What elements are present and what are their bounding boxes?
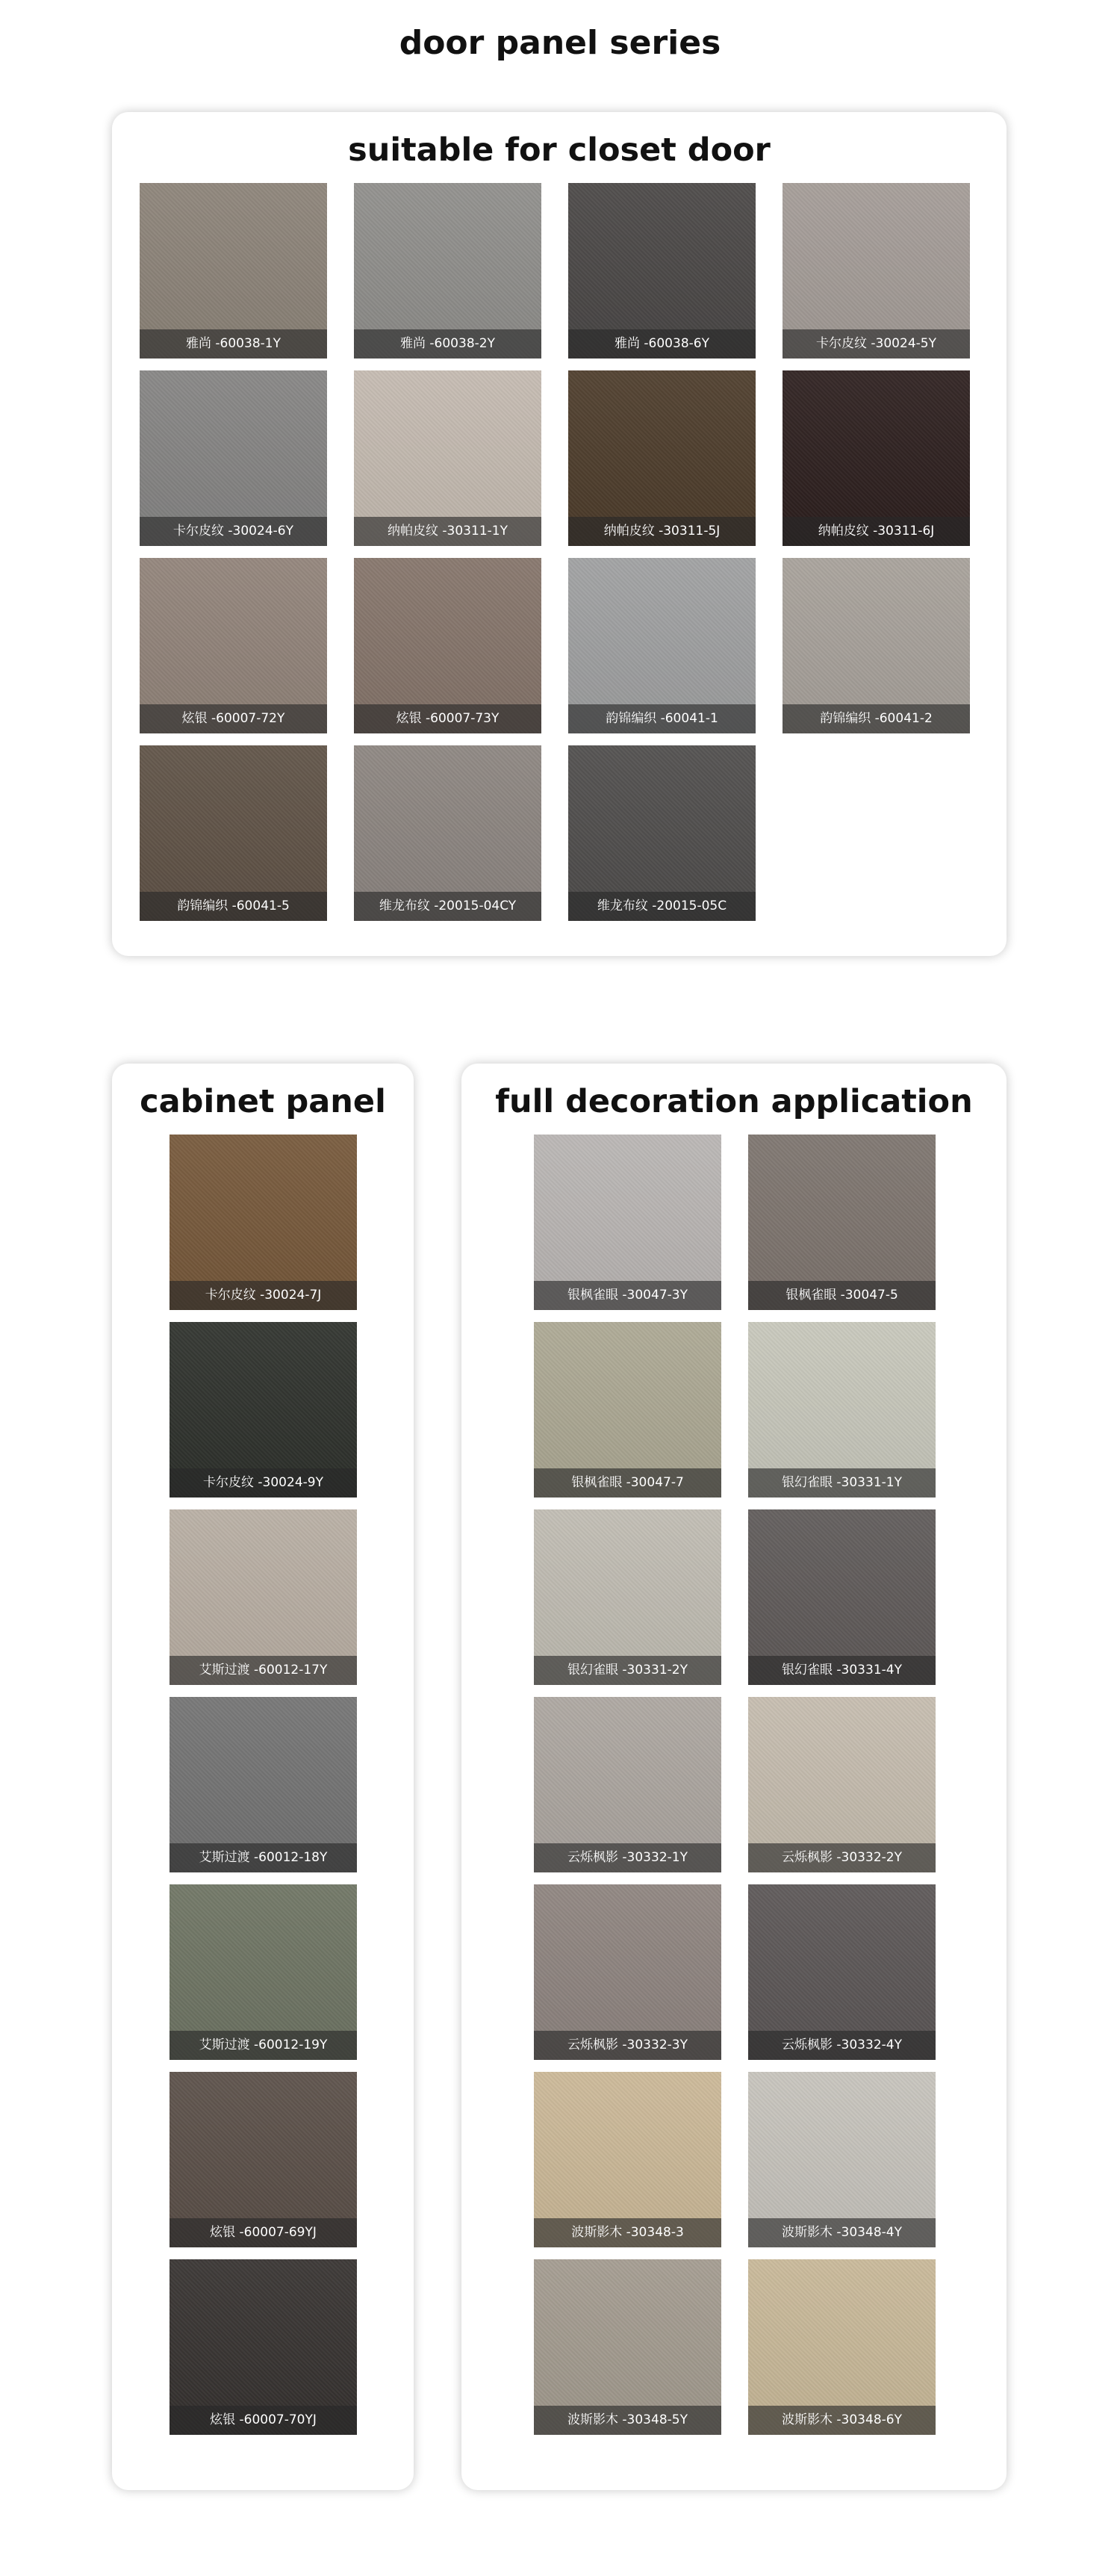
- swatch-label: 云烁枫影 -30332-3Y: [534, 2031, 721, 2060]
- swatch-label: 波斯影木 -30348-5Y: [534, 2406, 721, 2435]
- swatch-label: 炫银 -60007-70YJ: [169, 2406, 357, 2435]
- closet-swatch: [354, 370, 541, 546]
- swatch-label: 波斯影木 -30348-3: [534, 2218, 721, 2247]
- page-title: door panel series: [399, 24, 721, 62]
- swatch-label: 卡尔皮纹 -30024-6Y: [140, 517, 327, 546]
- decoration-swatch: [748, 2072, 936, 2247]
- cabinet-swatch: [169, 1697, 357, 1872]
- swatch-label: 炫银 -60007-72Y: [140, 704, 327, 733]
- closet-swatch: [354, 745, 541, 921]
- decoration-swatch: [534, 1884, 721, 2060]
- decoration-swatch: [748, 1884, 936, 2060]
- swatch-label: 云烁枫影 -30332-1Y: [534, 1843, 721, 1872]
- closet-swatch: [568, 745, 756, 921]
- full-decoration-card: [461, 1064, 1007, 2490]
- swatch-label: 维龙布纹 -20015-05C: [568, 892, 756, 921]
- swatch-label: 艾斯过渡 -60012-19Y: [169, 2031, 357, 2060]
- closet-swatch: [140, 558, 327, 733]
- swatch-label: 卡尔皮纹 -30024-5Y: [783, 329, 970, 359]
- cabinet-swatch: [169, 1322, 357, 1498]
- decoration-swatch: [534, 1322, 721, 1498]
- swatch-label: 艾斯过渡 -60012-18Y: [169, 1843, 357, 1872]
- swatch-label: 纳帕皮纹 -30311-1Y: [354, 517, 541, 546]
- cabinet-swatch: [169, 2072, 357, 2247]
- swatch-label: 纳帕皮纹 -30311-6J: [783, 517, 970, 546]
- decoration-swatch: [534, 1697, 721, 1872]
- cabinet-swatch: [169, 1509, 357, 1685]
- closet-swatch: [140, 370, 327, 546]
- swatch-label: 炫银 -60007-73Y: [354, 704, 541, 733]
- swatch-label: 云烁枫影 -30332-2Y: [748, 1843, 936, 1872]
- closet-swatch: [140, 183, 327, 359]
- swatch-label: 银枫雀眼 -30047-5: [748, 1281, 936, 1310]
- decoration-swatch: [748, 2259, 936, 2435]
- closet-swatch: [354, 183, 541, 359]
- swatch-label: 卡尔皮纹 -30024-9Y: [169, 1468, 357, 1498]
- decoration-swatch: [748, 1322, 936, 1498]
- swatch-label: 雅尚 -60038-2Y: [354, 329, 541, 359]
- closet-swatch: [783, 370, 970, 546]
- swatch-label: 艾斯过渡 -60012-17Y: [169, 1656, 357, 1685]
- swatch-label: 纳帕皮纹 -30311-5J: [568, 517, 756, 546]
- closet-swatch: [568, 558, 756, 733]
- decoration-swatch: [534, 2072, 721, 2247]
- swatch-label: 维龙布纹 -20015-04CY: [354, 892, 541, 921]
- closet-swatch: [140, 745, 327, 921]
- cabinet-swatch: [169, 1884, 357, 2060]
- decoration-swatch: [534, 2259, 721, 2435]
- closet-swatch: [568, 370, 756, 546]
- closet-door-card: [112, 112, 1007, 956]
- swatch-label: 炫银 -60007-69YJ: [169, 2218, 357, 2247]
- cabinet-panel-card: [112, 1064, 414, 2490]
- swatch-label: 银幻雀眼 -30331-1Y: [748, 1468, 936, 1498]
- closet-swatch: [568, 183, 756, 359]
- closet-door-title: suitable for closet door: [348, 131, 771, 169]
- decoration-swatch: [534, 1135, 721, 1310]
- closet-swatch: [783, 558, 970, 733]
- swatch-label: 银幻雀眼 -30331-4Y: [748, 1656, 936, 1685]
- cabinet-swatch: [169, 2259, 357, 2435]
- swatch-label: 波斯影木 -30348-4Y: [748, 2218, 936, 2247]
- swatch-label: 雅尚 -60038-6Y: [568, 329, 756, 359]
- decoration-swatch: [748, 1135, 936, 1310]
- cabinet-panel-title: cabinet panel: [140, 1083, 386, 1120]
- swatch-label: 卡尔皮纹 -30024-7J: [169, 1281, 357, 1310]
- swatch-label: 韵锦编织 -60041-1: [568, 704, 756, 733]
- closet-swatch: [783, 183, 970, 359]
- swatch-label: 云烁枫影 -30332-4Y: [748, 2031, 936, 2060]
- swatch-label: 银枫雀眼 -30047-3Y: [534, 1281, 721, 1310]
- swatch-label: 韵锦编织 -60041-5: [140, 892, 327, 921]
- full-decoration-title: full decoration application: [495, 1083, 973, 1120]
- decoration-swatch: [748, 1509, 936, 1685]
- decoration-swatch: [534, 1509, 721, 1685]
- closet-swatch: [354, 558, 541, 733]
- swatch-label: 雅尚 -60038-1Y: [140, 329, 327, 359]
- swatch-label: 银枫雀眼 -30047-7: [534, 1468, 721, 1498]
- swatch-label: 韵锦编织 -60041-2: [783, 704, 970, 733]
- cabinet-swatch: [169, 1135, 357, 1310]
- swatch-label: 波斯影木 -30348-6Y: [748, 2406, 936, 2435]
- decoration-swatch: [748, 1697, 936, 1872]
- swatch-label: 银幻雀眼 -30331-2Y: [534, 1656, 721, 1685]
